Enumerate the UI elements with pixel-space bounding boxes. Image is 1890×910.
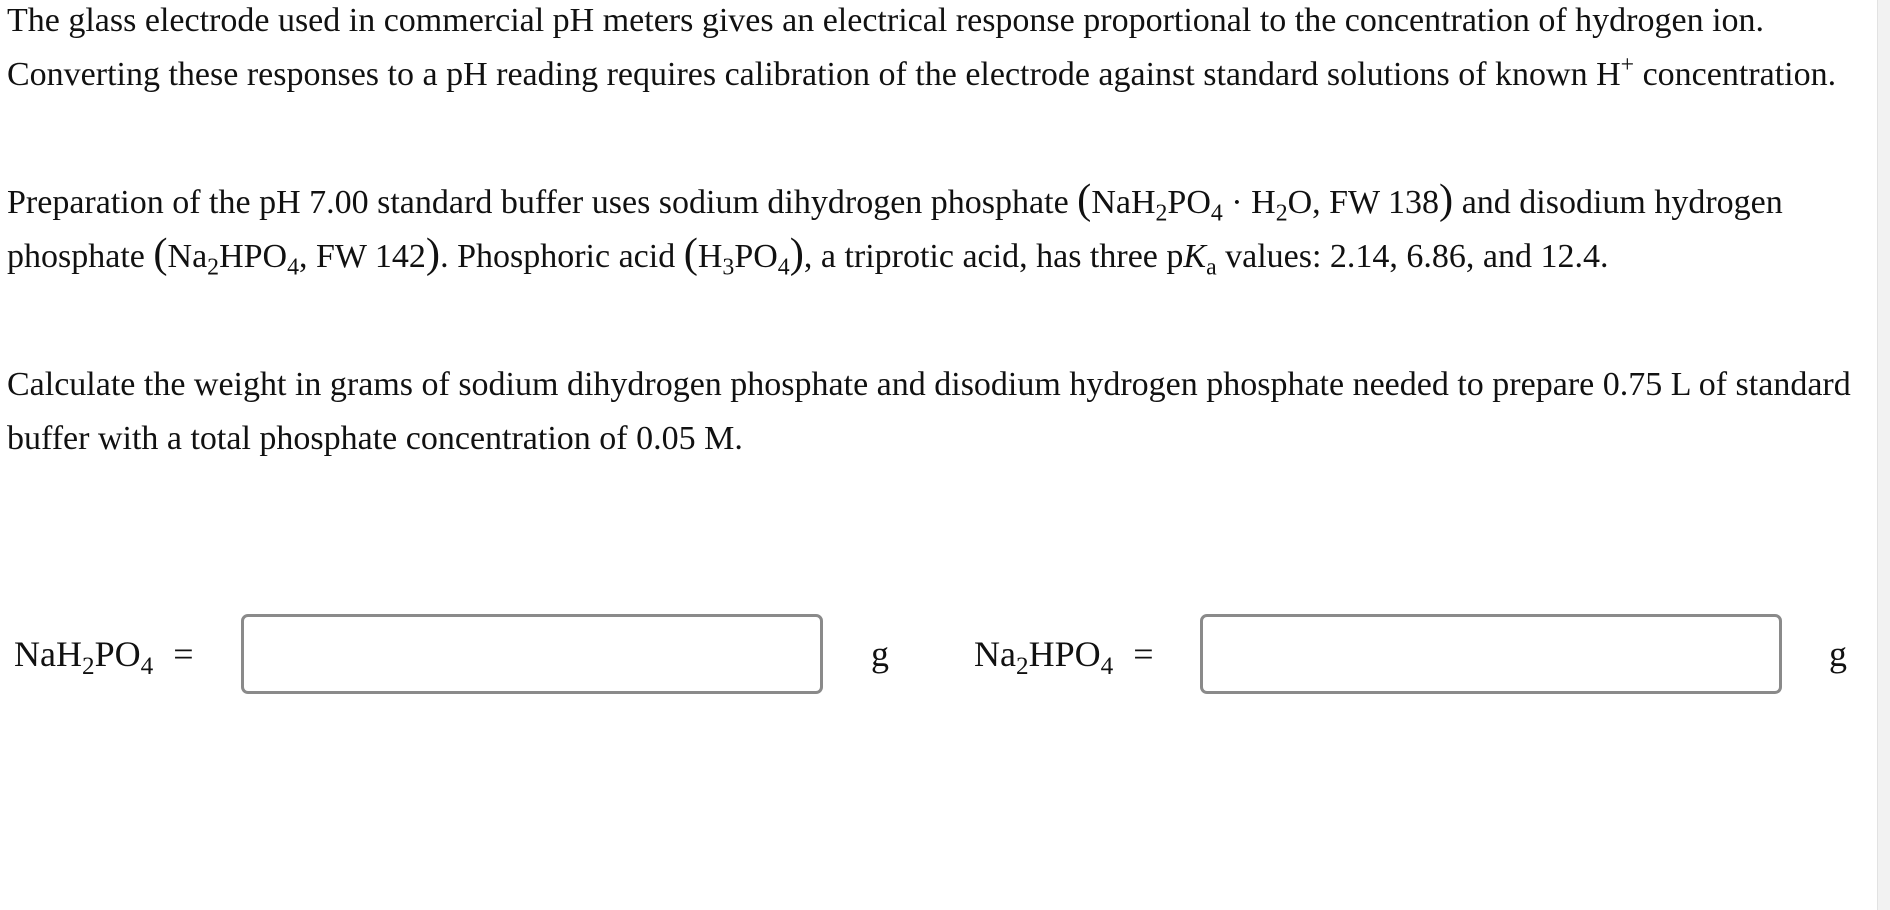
na2hpo4-unit: g (1829, 634, 1847, 674)
prep-text-3: . Phosphoric acid (440, 238, 684, 275)
formula-part: HPO (1028, 634, 1101, 674)
prep-text-2: and disodium hydrogen phosphate (7, 184, 1783, 275)
formula-part: PO (1167, 184, 1211, 221)
formula-part: Na (974, 634, 1016, 674)
hydrogen-charge: + (1620, 51, 1635, 78)
answer-row (0, 612, 1878, 698)
nah2po4-answer-input[interactable] (241, 614, 823, 694)
formula-subscript: 4 (140, 653, 154, 681)
question-paragraph: Calculate the weight in grams of sodium dihydrogen phosphate and disodium hydrogen phosphate needed to prepare 0.75 L of standard buffer with a total phosphate concentration of 0.05 M. (7, 366, 1851, 457)
formula-part: NaH (1091, 184, 1156, 221)
formula-subscript: 2 (207, 254, 220, 281)
formula-part: PO (94, 634, 141, 674)
hydrogen-symbol: H (1596, 56, 1621, 93)
formula-subscript: 3 (722, 254, 735, 281)
preparation-paragraph (7, 176, 1857, 284)
equals-sign: = (1133, 634, 1154, 674)
formula-part: PO (734, 238, 778, 275)
formula-subscript: 2 (1015, 653, 1029, 681)
open-paren: ( (1077, 176, 1092, 223)
prep-text-1: Preparation of the pH 7.00 standard buffer uses sodium dihydrogen phosphate (7, 184, 1078, 221)
formula-part: H (697, 238, 723, 275)
intro-paragraph (7, 0, 1857, 102)
na2hpo4-label (974, 632, 1154, 681)
formula-part: · H (1222, 184, 1276, 221)
ka-subscript: a (1206, 254, 1217, 281)
formula-subscript: 2 (81, 653, 95, 681)
na2hpo4-answer-input[interactable] (1200, 614, 1782, 694)
equals-sign: = (173, 634, 194, 674)
formula-part: HPO (219, 238, 288, 275)
formula-subscript: 2 (1275, 200, 1288, 227)
formula-subscript: 2 (1155, 200, 1168, 227)
formula-part: Na (167, 238, 208, 275)
open-paren: ( (153, 230, 168, 277)
open-paren: ( (683, 230, 698, 277)
vertical-scrollbar[interactable] (1877, 0, 1890, 910)
nah2po4-unit: g (871, 634, 889, 674)
formula-part: NaH (14, 634, 82, 674)
prep-text-4: , a triprotic acid, has three p (803, 238, 1184, 275)
close-paren: ) (425, 230, 441, 277)
ka-symbol: K (1183, 238, 1207, 275)
nah2po4-label (14, 632, 194, 681)
intro-text: The glass electrode used in commercial pH meters gives an electrical response proportional to the concentration of hydrogen ion. Converting these responses to a pH reading requires calibration of the electrode against standard solutions of known (7, 2, 1765, 93)
formula-part: , FW 142 (299, 238, 426, 275)
close-paren: ) (1439, 176, 1454, 223)
formula-subscript: 4 (1100, 653, 1114, 681)
prep-text-5: values: 2.14, 6.86, and 12.4. (1216, 238, 1609, 275)
close-paren: ) (789, 230, 804, 277)
formula-subscript: 4 (777, 254, 790, 281)
formula-subscript: 4 (1210, 200, 1223, 227)
formula-subscript: 4 (287, 254, 300, 281)
intro-text-end: concentration. (1634, 56, 1837, 93)
formula-part: O, FW 138 (1287, 184, 1440, 221)
